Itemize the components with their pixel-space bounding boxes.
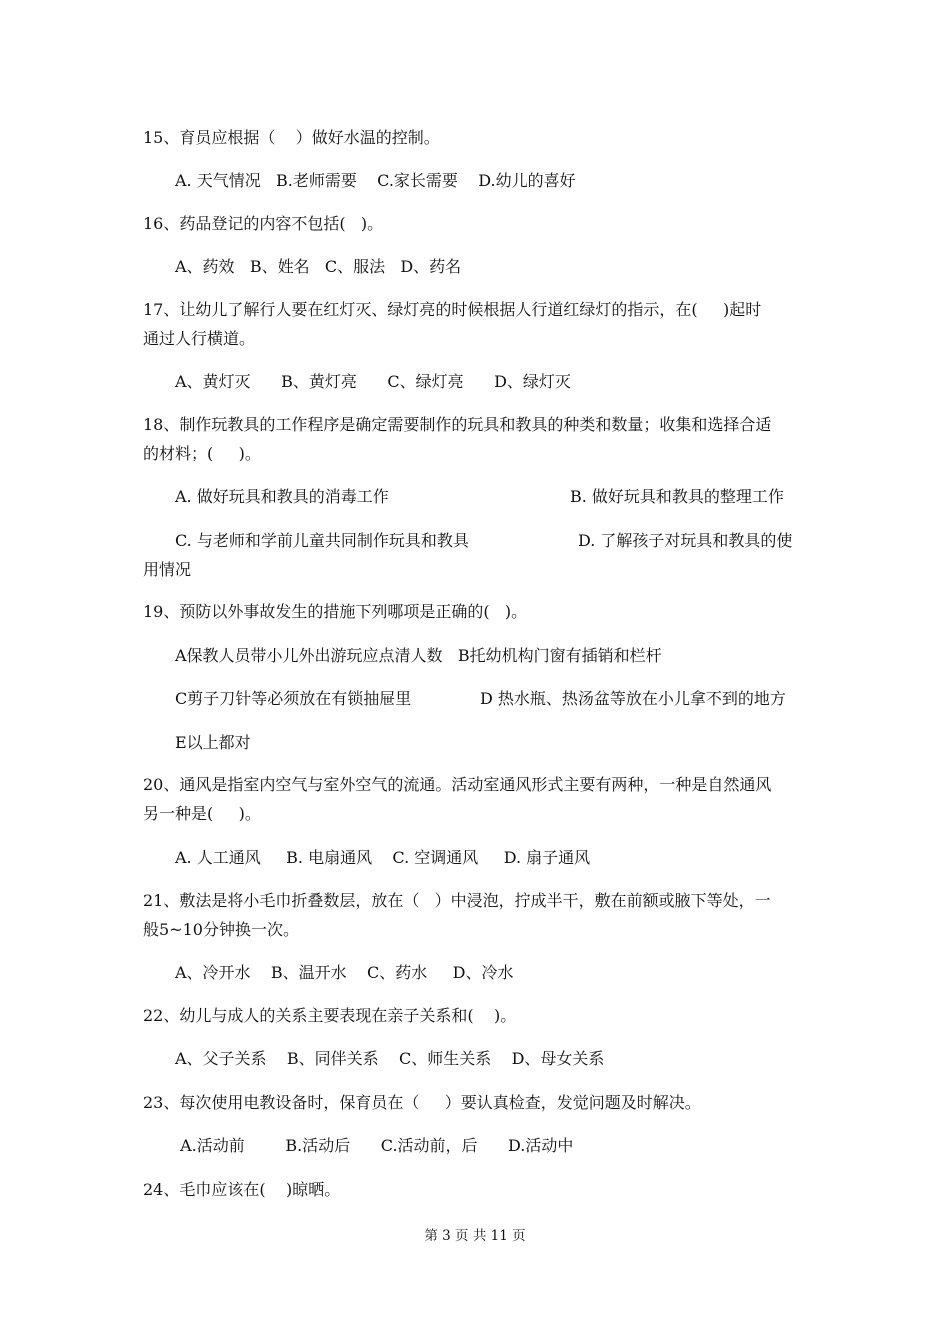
question-18-line-2: 的材料；( )。 [143,444,261,463]
question-21-line-1: 21、敷法是将小毛巾折叠数层，放在（ ）中浸泡，拧成半干，敷在前额或腋下等处，一 [143,891,771,910]
options-21: A、冷开水 B、温开水 C、药水 D、冷水 [175,963,514,982]
question-22: 22、幼儿与成人的关系主要表现在亲子关系和( )。 [143,1006,517,1025]
question-23: 23、每次使用电教设备时，保育员在（ ）要认真检查，发觉问题及时解决。 [143,1093,701,1112]
options-15: A. 天气情况 B.老师需要 C.家长需要 D.幼儿的喜好 [175,171,576,190]
option-18-d-continued: 用情况 [143,560,192,579]
option-18-b: B. 做好玩具和教具的整理工作 [570,487,784,506]
question-20-line-1: 20、通风是指室内空气与室外空气的流通。活动室通风形式主要有两种，一种是自然通风 [143,775,772,794]
question-20-line-2: 另一种是( )。 [143,804,261,823]
options-20: A. 人工通风 B. 电扇通风 C. 空调通风 D. 扇子通风 [175,848,591,867]
question-18-line-1: 18、制作玩教具的工作程序是确定需要制作的玩具和教具的种类和数量；收集和选择合适 [143,415,772,434]
option-18-c: C. 与老师和学前儿童共同制作玩具和教具 [175,531,469,550]
options-23: A.活动前 B.活动后 C.活动前，后 D.活动中 [175,1136,574,1155]
options-16: A、药效 B、姓名 C、服法 D、药名 [175,257,462,276]
question-19: 19、预防以外事故发生的措施下列哪项是正确的( )。 [143,602,528,621]
options-22: A、父子关系 B、同伴关系 C、师生关系 D、母女关系 [175,1049,605,1068]
option-19-c: C剪子刀针等必须放在有锁抽屉里 [175,689,412,708]
option-19-e: E以上都对 [175,733,251,752]
options-19-ab: A保教人员带小儿外出游玩应点清人数 B托幼机构门窗有插销和栏杆 [175,646,662,665]
question-17-line-2: 通过人行横道。 [143,329,256,348]
option-18-d: D. 了解孩子对玩具和教具的使 [578,531,793,550]
question-24: 24、毛巾应该在( )晾晒。 [143,1180,341,1199]
option-19-d: D 热水瓶、热汤盆等放在小儿拿不到的地方 [480,689,786,708]
options-17: A、黄灯灭 B、黄灯亮 C、绿灯亮 D、绿灯灭 [175,372,571,391]
page-footer: 第 3 页 共 11 页 [424,1228,526,1244]
question-21-line-2: 般5~10分钟换一次。 [143,920,299,939]
question-17-line-1: 17、让幼儿了解行人要在红灯灭、绿灯亮的时候根据人行道红绿灯的指示，在( )起时 [143,300,762,319]
option-18-a: A. 做好玩具和教具的消毒工作 [175,487,389,506]
question-15: 15、育员应根据（ ）做好水温的控制。 [143,128,440,147]
question-16: 16、药品登记的内容不包括( )。 [143,214,384,233]
